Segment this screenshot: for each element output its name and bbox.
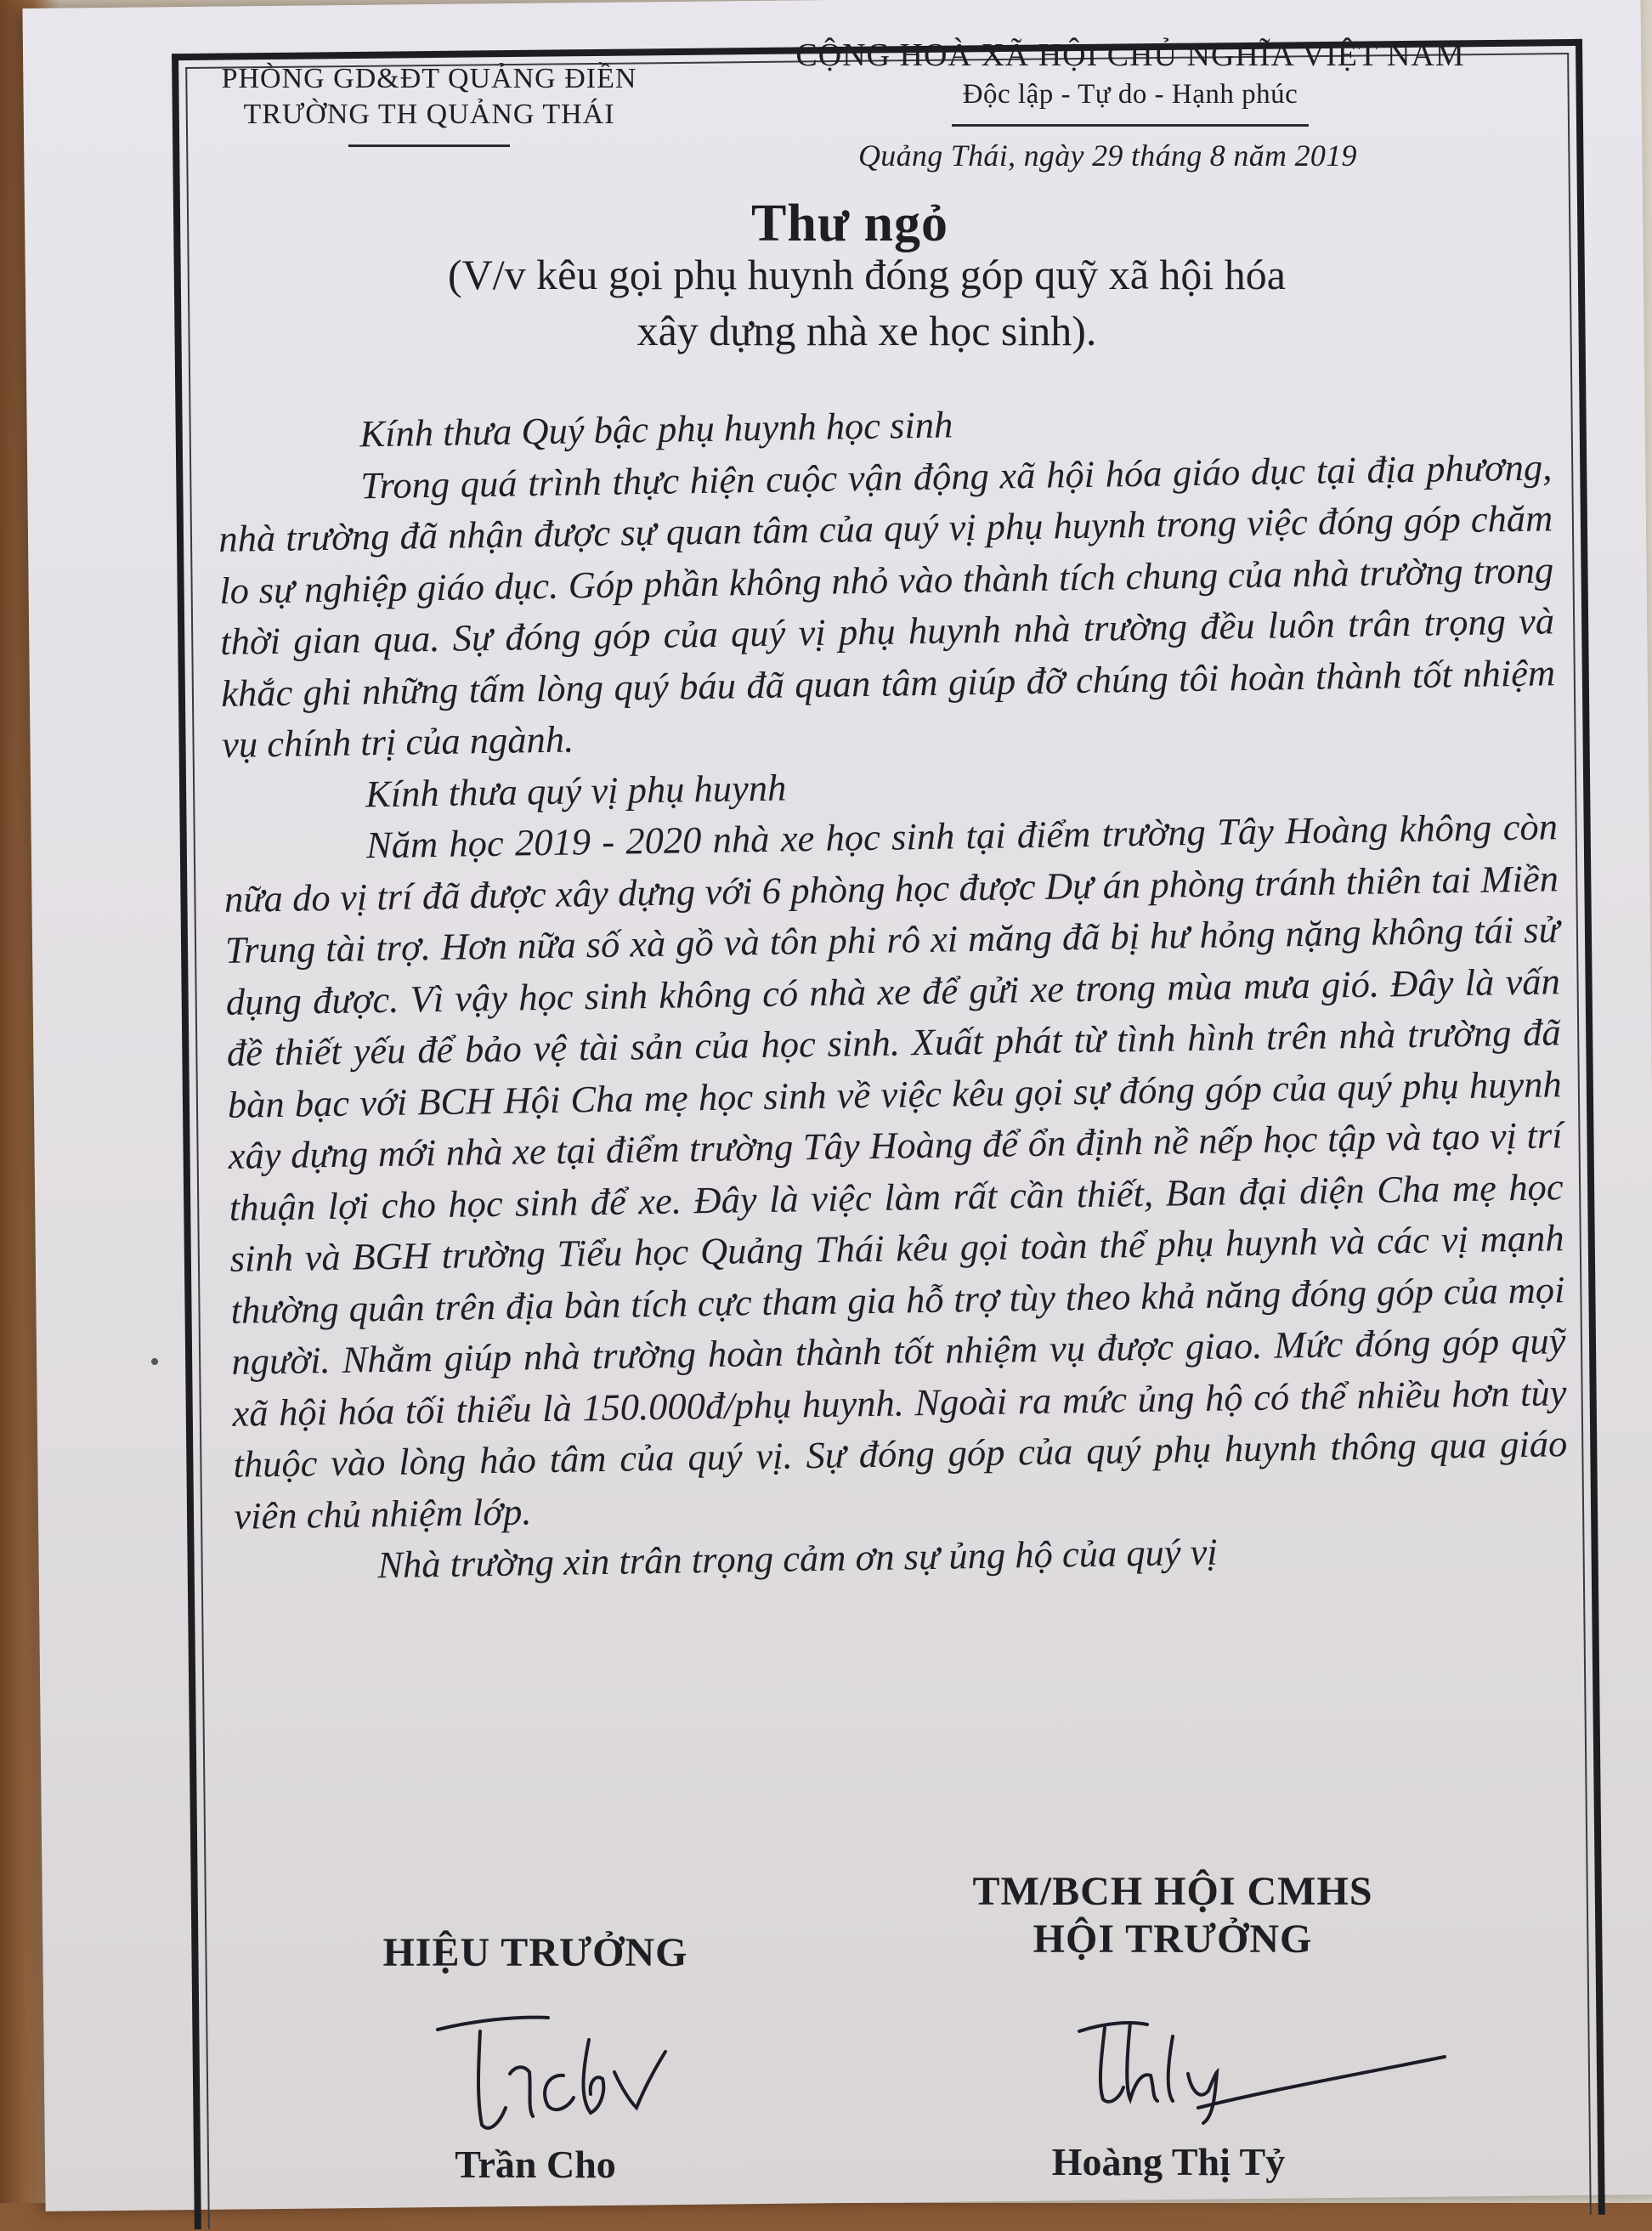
subject-line-1: (V/v kêu gọi phụ huynh đóng góp quỹ xã hội hóa	[447, 251, 1286, 298]
association-title: TM/BCH HỘI CMHS	[972, 1869, 1373, 1914]
principal-signature	[421, 2006, 676, 2142]
national-motto: Độc lập - Tự do - Hạnh phúc	[962, 79, 1298, 110]
greeting-2: Kính thưa quý vị phụ huynh	[365, 766, 787, 815]
letter-subject	[357, 246, 1377, 359]
chairperson-name: Hoàng Thị Tỷ	[1051, 2140, 1286, 2183]
national-header	[756, 36, 1504, 127]
chairperson-signature	[1054, 2006, 1453, 2125]
issuer-department: PHÒNG GD&ĐT QUẢNG ĐIỀN	[221, 63, 637, 94]
subject-line-2: xây dựng nhà xe học sinh).	[636, 307, 1097, 354]
issuer-underline	[348, 144, 510, 147]
paragraph-2: Năm học 2019 - 2020 nhà xe học sinh tại điểm trường Tây Hoàng không còn nữa do vị trí đã được xây dựng với 6 phòng học được Dự án phòng tránh thiên tai Miền Trung tài trợ. Hơn nữa số xà gồ và tôn phi rô xi măng đã bị hư hỏng nặng không tái sử dụng được. Vì vậy học sinh không có nhà xe để gửi xe trong mùa mưa gió. Đây là vấn đề thiết yếu để bảo vệ tài sản của học sinh. Xuất phát từ tình hình trên nhà trường đã bàn bạc với BCH Hội Cha mẹ học sinh về việc kêu gọi sự đóng góp của quý phụ huynh xây dựng mới nhà xe tại điểm trường Tây Hoàng để ổn định nề nếp học tập và tạo vị trí thuận lợi cho học sinh để xe. Đây là việc làm rất cần thiết, Ban đại diện Cha mẹ học sinh và BGH trường Tiểu học Quảng Thái kêu gọi toàn thể phụ huynh và các vị mạnh thường quân trên địa bàn tích cực tham gia hỗ trợ tùy theo khả năng đóng góp của mọi người. Nhằm giúp nhà trường hoàn thành tốt nhiệm vụ được giao. Mức đóng góp quỹ xã hội hóa tối thiểu là 150.000đ/phụ huynh. Ngoài ra mức ủng hộ có thể nhiều hơn tùy thuộc vào lòng hảo tâm của quý vị. Sự đóng góp của quý phụ huynh thông qua giáo viên chủ nhiệm lớp.	[223, 805, 1568, 1537]
chairperson-title: HỘI TRƯỞNG	[1032, 1917, 1313, 1962]
motto-underline	[952, 124, 1309, 127]
ink-speck	[151, 1358, 158, 1365]
paragraph-1: Trong quá trình thực hiện cuộc vận động xã hội hóa giáo dục tại địa phương, nhà trường đã nhận được sự quan tâm của quý vị phụ huynh trong việc đóng góp chăm lo sự nghiệp giáo dục. Góp phần không nhỏ vào thành tích chung của nhà trường trong thời gian qua. Sự đóng góp của quý vị phụ huynh nhà trường đều luôn trân trọng và khắc ghi những tấm lòng quý báu đã quan tâm giúp đỡ chúng tôi hoàn thành tốt nhiệm vụ chính trị của ngành.	[218, 445, 1556, 766]
greeting-1: Kính thưa Quý bậc phụ huynh học sinh	[359, 403, 953, 456]
letter-date: Quảng Thái, ngày 29 tháng 8 năm 2019	[858, 139, 1357, 173]
national-title: CỘNG HOÀ XÃ HỘI CHỦ NGHĨA VIỆT NAM	[795, 37, 1465, 73]
principal-title: HIỆU TRƯỞNG	[382, 1930, 688, 1975]
issuer-header	[191, 61, 667, 147]
letter-title: Thư ngỏ	[750, 195, 949, 252]
letter-body	[217, 389, 1570, 1593]
closing-line: Nhà trường xin trân trọng cảm ơn sự ủng hộ của quý vị	[376, 1530, 1219, 1587]
principal-name: Trần Cho	[455, 2143, 616, 2186]
issuer-school: TRƯỜNG TH QUẢNG THÁI	[243, 99, 615, 130]
parents-association-block	[935, 1868, 1411, 1963]
